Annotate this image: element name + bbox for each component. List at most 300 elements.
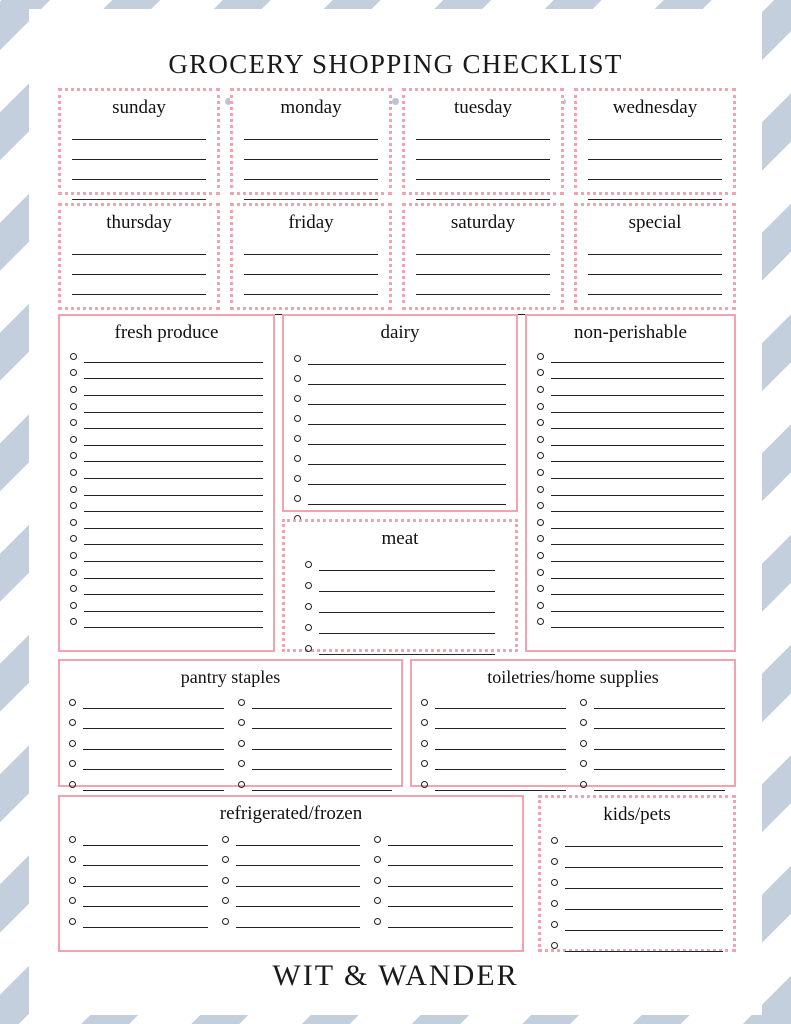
checklist-row[interactable] <box>69 714 224 729</box>
checkbox-circle-icon[interactable] <box>69 781 76 788</box>
day-write-lines[interactable] <box>577 238 733 315</box>
checkbox-circle-icon[interactable] <box>70 569 77 576</box>
checklist-row[interactable] <box>222 872 361 887</box>
write-line[interactable] <box>252 755 393 770</box>
checkbox-circle-icon[interactable] <box>69 699 76 706</box>
checkbox-circle-icon[interactable] <box>294 455 301 462</box>
write-line[interactable] <box>551 582 724 595</box>
write-line[interactable] <box>83 755 224 770</box>
write-line[interactable] <box>308 430 506 445</box>
checkbox-circle-icon[interactable] <box>537 353 544 360</box>
checkbox-circle-icon[interactable] <box>580 781 587 788</box>
checklist-row[interactable] <box>537 416 724 429</box>
checklist-row[interactable] <box>305 556 495 571</box>
write-line[interactable] <box>83 851 208 866</box>
checklist-row[interactable] <box>70 383 263 396</box>
write-line[interactable] <box>84 499 263 512</box>
write-line[interactable] <box>565 853 723 868</box>
checkbox-circle-icon[interactable] <box>70 535 77 542</box>
write-line[interactable] <box>83 714 224 729</box>
category-box-pantry-staples[interactable] <box>58 659 403 787</box>
write-line[interactable] <box>565 937 723 952</box>
checkbox-circle-icon[interactable] <box>305 603 312 610</box>
checklist-row[interactable] <box>537 615 724 628</box>
write-line[interactable] <box>252 776 393 791</box>
checkbox-circle-icon[interactable] <box>222 836 229 843</box>
checklist-row[interactable] <box>537 400 724 413</box>
checkbox-circle-icon[interactable] <box>305 624 312 631</box>
checkbox-circle-icon[interactable] <box>305 582 312 589</box>
write-line[interactable] <box>83 735 224 750</box>
checklist-row[interactable] <box>294 370 506 385</box>
checklist-toiletries[interactable] <box>412 692 734 797</box>
checklist-row[interactable] <box>238 755 393 770</box>
checkbox-circle-icon[interactable] <box>551 942 558 949</box>
checklist-row[interactable] <box>537 582 724 595</box>
write-line[interactable] <box>308 350 506 365</box>
checklist-row[interactable] <box>70 499 263 512</box>
checklist-row[interactable] <box>537 549 724 562</box>
write-line[interactable] <box>83 892 208 907</box>
checklist-non-perishable[interactable] <box>527 348 734 629</box>
checkbox-circle-icon[interactable] <box>537 569 544 576</box>
checklist-row[interactable] <box>537 532 724 545</box>
checkbox-circle-icon[interactable] <box>69 740 76 747</box>
day-write-lines[interactable] <box>577 123 733 200</box>
write-line[interactable] <box>551 566 724 579</box>
checkbox-circle-icon[interactable] <box>70 353 77 360</box>
checklist-row[interactable] <box>222 892 361 907</box>
day-box-monday[interactable] <box>230 88 392 195</box>
checkbox-circle-icon[interactable] <box>421 719 428 726</box>
write-line[interactable] <box>388 872 513 887</box>
write-line[interactable] <box>435 694 566 709</box>
checklist-dairy[interactable] <box>284 348 516 525</box>
checkbox-circle-icon[interactable] <box>70 369 77 376</box>
checklist-row[interactable] <box>294 450 506 465</box>
checkbox-circle-icon[interactable] <box>537 436 544 443</box>
write-line[interactable] <box>565 895 723 910</box>
checklist-row[interactable] <box>238 714 393 729</box>
write-line[interactable] <box>319 619 495 634</box>
checklist-row[interactable] <box>69 892 208 907</box>
checkbox-circle-icon[interactable] <box>294 475 301 482</box>
write-line[interactable] <box>84 549 263 562</box>
category-box-non-perishable[interactable] <box>525 314 736 652</box>
checkbox-circle-icon[interactable] <box>294 375 301 382</box>
write-line[interactable] <box>435 776 566 791</box>
checkbox-circle-icon[interactable] <box>238 699 245 706</box>
write-line[interactable] <box>594 735 725 750</box>
checklist-row[interactable] <box>70 483 263 496</box>
write-line[interactable] <box>84 466 263 479</box>
checkbox-circle-icon[interactable] <box>70 386 77 393</box>
checklist-row[interactable] <box>537 516 724 529</box>
checkbox-circle-icon[interactable] <box>294 415 301 422</box>
checkbox-circle-icon[interactable] <box>70 618 77 625</box>
write-line[interactable] <box>388 831 513 846</box>
checklist-row[interactable] <box>374 831 513 846</box>
checkbox-circle-icon[interactable] <box>374 856 381 863</box>
write-line[interactable] <box>84 532 263 545</box>
checklist-row[interactable] <box>70 433 263 446</box>
write-line[interactable] <box>236 892 361 907</box>
checkbox-circle-icon[interactable] <box>294 495 301 502</box>
checkbox-circle-icon[interactable] <box>70 585 77 592</box>
write-line[interactable] <box>252 714 393 729</box>
checklist-row[interactable] <box>238 776 393 791</box>
checklist-row[interactable] <box>537 449 724 462</box>
checklist-row[interactable] <box>70 416 263 429</box>
write-line[interactable] <box>388 892 513 907</box>
checklist-row[interactable] <box>70 599 263 612</box>
write-line[interactable] <box>551 350 724 363</box>
checklist-row[interactable] <box>537 499 724 512</box>
write-line[interactable] <box>308 490 506 505</box>
day-write-lines[interactable] <box>61 238 217 315</box>
checklist-row[interactable] <box>551 895 723 910</box>
checklist-row[interactable] <box>69 735 224 750</box>
day-box-tuesday[interactable] <box>402 88 564 195</box>
checkbox-circle-icon[interactable] <box>537 618 544 625</box>
checklist-row[interactable] <box>305 619 495 634</box>
write-line[interactable] <box>565 874 723 889</box>
checklist-row[interactable] <box>537 483 724 496</box>
checkbox-circle-icon[interactable] <box>421 760 428 767</box>
checkbox-circle-icon[interactable] <box>537 535 544 542</box>
category-title: kids/pets <box>603 804 671 825</box>
write-line[interactable] <box>236 851 361 866</box>
write-line[interactable] <box>252 694 393 709</box>
checklist-column <box>69 694 224 797</box>
checkbox-circle-icon[interactable] <box>580 719 587 726</box>
write-line[interactable] <box>435 735 566 750</box>
checkbox-circle-icon[interactable] <box>537 486 544 493</box>
checkbox-circle-icon[interactable] <box>305 561 312 568</box>
write-line[interactable] <box>388 913 513 928</box>
write-line[interactable] <box>308 470 506 485</box>
write-line[interactable] <box>551 366 724 379</box>
write-line[interactable] <box>435 714 566 729</box>
checklist-row[interactable] <box>70 532 263 545</box>
checklist-row[interactable] <box>421 755 566 770</box>
checkbox-circle-icon[interactable] <box>580 699 587 706</box>
checkbox-circle-icon[interactable] <box>374 897 381 904</box>
checkbox-circle-icon[interactable] <box>238 740 245 747</box>
checklist-row[interactable] <box>580 755 725 770</box>
write-line[interactable] <box>435 755 566 770</box>
checklist-row[interactable] <box>69 694 224 709</box>
write-line[interactable] <box>551 532 724 545</box>
write-line[interactable] <box>84 483 263 496</box>
write-line[interactable] <box>83 872 208 887</box>
write-line[interactable] <box>84 615 263 628</box>
checklist-row[interactable] <box>70 615 263 628</box>
write-line[interactable] <box>551 400 724 413</box>
checkbox-circle-icon[interactable] <box>551 900 558 907</box>
write-line[interactable] <box>308 390 506 405</box>
checklist-row[interactable] <box>551 874 723 889</box>
checklist-row[interactable] <box>294 430 506 445</box>
checklist-row[interactable] <box>69 831 208 846</box>
checklist-fresh-produce[interactable] <box>60 348 273 629</box>
write-line[interactable] <box>84 350 263 363</box>
write-line[interactable] <box>84 582 263 595</box>
category-box-fresh-produce[interactable] <box>58 314 275 652</box>
checkbox-circle-icon[interactable] <box>537 452 544 459</box>
checklist-row[interactable] <box>70 582 263 595</box>
write-line[interactable] <box>84 416 263 429</box>
checkbox-circle-icon[interactable] <box>69 897 76 904</box>
checkbox-circle-icon[interactable] <box>537 602 544 609</box>
checklist-row[interactable] <box>537 383 724 396</box>
checklist-row[interactable] <box>374 892 513 907</box>
category-box-dairy[interactable] <box>282 314 518 512</box>
checkbox-circle-icon[interactable] <box>69 719 76 726</box>
checklist-row[interactable] <box>305 577 495 592</box>
write-line[interactable] <box>83 913 208 928</box>
write-line[interactable] <box>594 755 725 770</box>
write-line[interactable] <box>308 410 506 425</box>
write-line[interactable] <box>551 549 724 562</box>
checklist-row[interactable] <box>69 776 224 791</box>
checkbox-circle-icon[interactable] <box>374 877 381 884</box>
checklist-row[interactable] <box>580 694 725 709</box>
write-line[interactable] <box>84 449 263 462</box>
day-title: thursday <box>106 212 172 233</box>
checkbox-circle-icon[interactable] <box>551 858 558 865</box>
checkbox-circle-icon[interactable] <box>238 760 245 767</box>
day-write-lines[interactable] <box>405 123 561 200</box>
write-line[interactable] <box>84 400 263 413</box>
checklist-row[interactable] <box>70 366 263 379</box>
write-line[interactable] <box>551 466 724 479</box>
checkbox-circle-icon[interactable] <box>70 452 77 459</box>
checklist-row[interactable] <box>294 470 506 485</box>
checklist-refrigerated-frozen[interactable] <box>60 829 522 934</box>
checklist-row[interactable] <box>70 350 263 363</box>
checklist-row[interactable] <box>374 851 513 866</box>
write-line[interactable] <box>565 832 723 847</box>
write-line[interactable] <box>551 615 724 628</box>
checklist-row[interactable] <box>537 599 724 612</box>
checklist-row[interactable] <box>238 694 393 709</box>
checklist-row[interactable] <box>70 466 263 479</box>
checkbox-circle-icon[interactable] <box>222 918 229 925</box>
checklist-row[interactable] <box>294 390 506 405</box>
checkbox-circle-icon[interactable] <box>69 760 76 767</box>
checklist-row[interactable] <box>305 640 495 655</box>
write-line[interactable] <box>319 556 495 571</box>
day-box-wednesday[interactable] <box>574 88 736 195</box>
checklist-row[interactable] <box>70 400 263 413</box>
checklist-row[interactable] <box>69 872 208 887</box>
checklist-row[interactable] <box>537 566 724 579</box>
write-line[interactable] <box>594 776 725 791</box>
checkbox-circle-icon[interactable] <box>70 502 77 509</box>
checkbox-circle-icon[interactable] <box>69 856 76 863</box>
checklist-row[interactable] <box>69 851 208 866</box>
checkbox-circle-icon[interactable] <box>70 436 77 443</box>
checklist-row[interactable] <box>374 872 513 887</box>
checkbox-circle-icon[interactable] <box>294 355 301 362</box>
checklist-row[interactable] <box>551 916 723 931</box>
checkbox-circle-icon[interactable] <box>69 918 76 925</box>
checklist-row[interactable] <box>421 714 566 729</box>
write-line[interactable] <box>252 735 393 750</box>
checklist-row[interactable] <box>70 549 263 562</box>
checkbox-circle-icon[interactable] <box>537 585 544 592</box>
write-line[interactable] <box>84 566 263 579</box>
checklist-row[interactable] <box>222 913 361 928</box>
checkbox-circle-icon[interactable] <box>70 419 77 426</box>
write-line[interactable] <box>84 433 263 446</box>
write-line[interactable] <box>594 694 725 709</box>
checkbox-circle-icon[interactable] <box>70 469 77 476</box>
checkbox-circle-icon[interactable] <box>537 519 544 526</box>
checklist-row[interactable] <box>580 714 725 729</box>
checkbox-circle-icon[interactable] <box>238 719 245 726</box>
checklist-row[interactable] <box>421 694 566 709</box>
checklist-row[interactable] <box>537 366 724 379</box>
checkbox-circle-icon[interactable] <box>374 836 381 843</box>
write-line[interactable] <box>551 449 724 462</box>
write-line[interactable] <box>319 640 495 655</box>
write-line[interactable] <box>83 694 224 709</box>
write-line[interactable] <box>551 483 724 496</box>
checkbox-circle-icon[interactable] <box>70 486 77 493</box>
checkbox-circle-icon[interactable] <box>551 837 558 844</box>
checkbox-circle-icon[interactable] <box>69 877 76 884</box>
day-box-sunday[interactable] <box>58 88 220 195</box>
checkbox-circle-icon[interactable] <box>70 519 77 526</box>
checkbox-circle-icon[interactable] <box>374 918 381 925</box>
day-write-lines[interactable] <box>233 238 389 315</box>
day-box-thursday[interactable] <box>58 203 220 310</box>
checklist-row[interactable] <box>537 350 724 363</box>
checkbox-circle-icon[interactable] <box>421 740 428 747</box>
day-box-friday[interactable] <box>230 203 392 310</box>
write-line[interactable] <box>319 598 495 613</box>
checklist-kids-pets[interactable] <box>541 830 733 952</box>
category-box-meat[interactable] <box>282 519 518 652</box>
checklist-row[interactable] <box>537 466 724 479</box>
category-box-refrigerated-frozen[interactable] <box>58 795 524 952</box>
write-line[interactable] <box>84 516 263 529</box>
checkbox-circle-icon[interactable] <box>222 877 229 884</box>
write-line[interactable] <box>594 714 725 729</box>
checklist-row[interactable] <box>421 776 566 791</box>
write-line[interactable] <box>236 872 361 887</box>
day-write-lines[interactable] <box>61 123 217 200</box>
checkbox-circle-icon[interactable] <box>305 645 312 652</box>
checklist-pantry-staples[interactable] <box>60 692 401 797</box>
checkbox-circle-icon[interactable] <box>537 552 544 559</box>
write-line[interactable] <box>551 499 724 512</box>
checkbox-circle-icon[interactable] <box>222 856 229 863</box>
checklist-row[interactable] <box>69 755 224 770</box>
checklist-row[interactable] <box>551 832 723 847</box>
checkbox-circle-icon[interactable] <box>70 602 77 609</box>
checkbox-circle-icon[interactable] <box>580 760 587 767</box>
write-line[interactable] <box>83 831 208 846</box>
checklist-row[interactable] <box>551 853 723 868</box>
day-box-saturday[interactable] <box>402 203 564 310</box>
write-line[interactable] <box>308 370 506 385</box>
checklist-row[interactable] <box>305 598 495 613</box>
category-box-kids-pets[interactable] <box>538 795 736 952</box>
checkbox-circle-icon[interactable] <box>294 395 301 402</box>
write-line[interactable] <box>84 599 263 612</box>
checklist-row[interactable] <box>294 350 506 365</box>
checkbox-circle-icon[interactable] <box>238 781 245 788</box>
checklist-row[interactable] <box>222 851 361 866</box>
day-write-lines[interactable] <box>405 238 561 315</box>
day-write-lines[interactable] <box>233 123 389 200</box>
write-line[interactable] <box>319 577 495 592</box>
checkbox-circle-icon[interactable] <box>537 403 544 410</box>
write-line[interactable] <box>308 450 506 465</box>
category-box-toiletries[interactable] <box>410 659 736 787</box>
write-line[interactable] <box>551 416 724 429</box>
checkbox-circle-icon[interactable] <box>551 921 558 928</box>
checkbox-circle-icon[interactable] <box>222 897 229 904</box>
checklist-row[interactable] <box>551 937 723 952</box>
write-line[interactable] <box>551 516 724 529</box>
category-title: refrigerated/frozen <box>219 803 363 824</box>
checkbox-circle-icon[interactable] <box>580 740 587 747</box>
checklist-row[interactable] <box>294 410 506 425</box>
write-line[interactable] <box>551 433 724 446</box>
checklist-row[interactable] <box>537 433 724 446</box>
write-line[interactable] <box>551 383 724 396</box>
checklist-row[interactable] <box>374 913 513 928</box>
checkbox-circle-icon[interactable] <box>69 836 76 843</box>
checkbox-circle-icon[interactable] <box>551 879 558 886</box>
checklist-row[interactable] <box>421 735 566 750</box>
checkbox-circle-icon[interactable] <box>70 552 77 559</box>
checkbox-circle-icon[interactable] <box>421 699 428 706</box>
write-line[interactable] <box>84 366 263 379</box>
write-line[interactable] <box>84 383 263 396</box>
checkbox-circle-icon[interactable] <box>537 502 544 509</box>
write-line[interactable] <box>388 851 513 866</box>
write-line[interactable] <box>551 599 724 612</box>
checkbox-circle-icon[interactable] <box>537 419 544 426</box>
checklist-row[interactable] <box>70 516 263 529</box>
checklist-row[interactable] <box>580 776 725 791</box>
checklist-meat[interactable] <box>285 554 515 655</box>
checklist-row[interactable] <box>238 735 393 750</box>
checklist-row[interactable] <box>70 449 263 462</box>
checkbox-circle-icon[interactable] <box>537 369 544 376</box>
day-box-special[interactable] <box>574 203 736 310</box>
write-line[interactable] <box>83 776 224 791</box>
checklist-row[interactable] <box>222 831 361 846</box>
checkbox-circle-icon[interactable] <box>537 469 544 476</box>
checklist-row[interactable] <box>580 735 725 750</box>
checklist-row[interactable] <box>294 490 506 505</box>
write-line[interactable] <box>565 916 723 931</box>
checkbox-circle-icon[interactable] <box>70 403 77 410</box>
checkbox-circle-icon[interactable] <box>294 435 301 442</box>
write-line[interactable] <box>236 913 361 928</box>
checkbox-circle-icon[interactable] <box>421 781 428 788</box>
checklist-row[interactable] <box>69 913 208 928</box>
write-line[interactable] <box>236 831 361 846</box>
checkbox-circle-icon[interactable] <box>537 386 544 393</box>
checklist-row[interactable] <box>70 566 263 579</box>
